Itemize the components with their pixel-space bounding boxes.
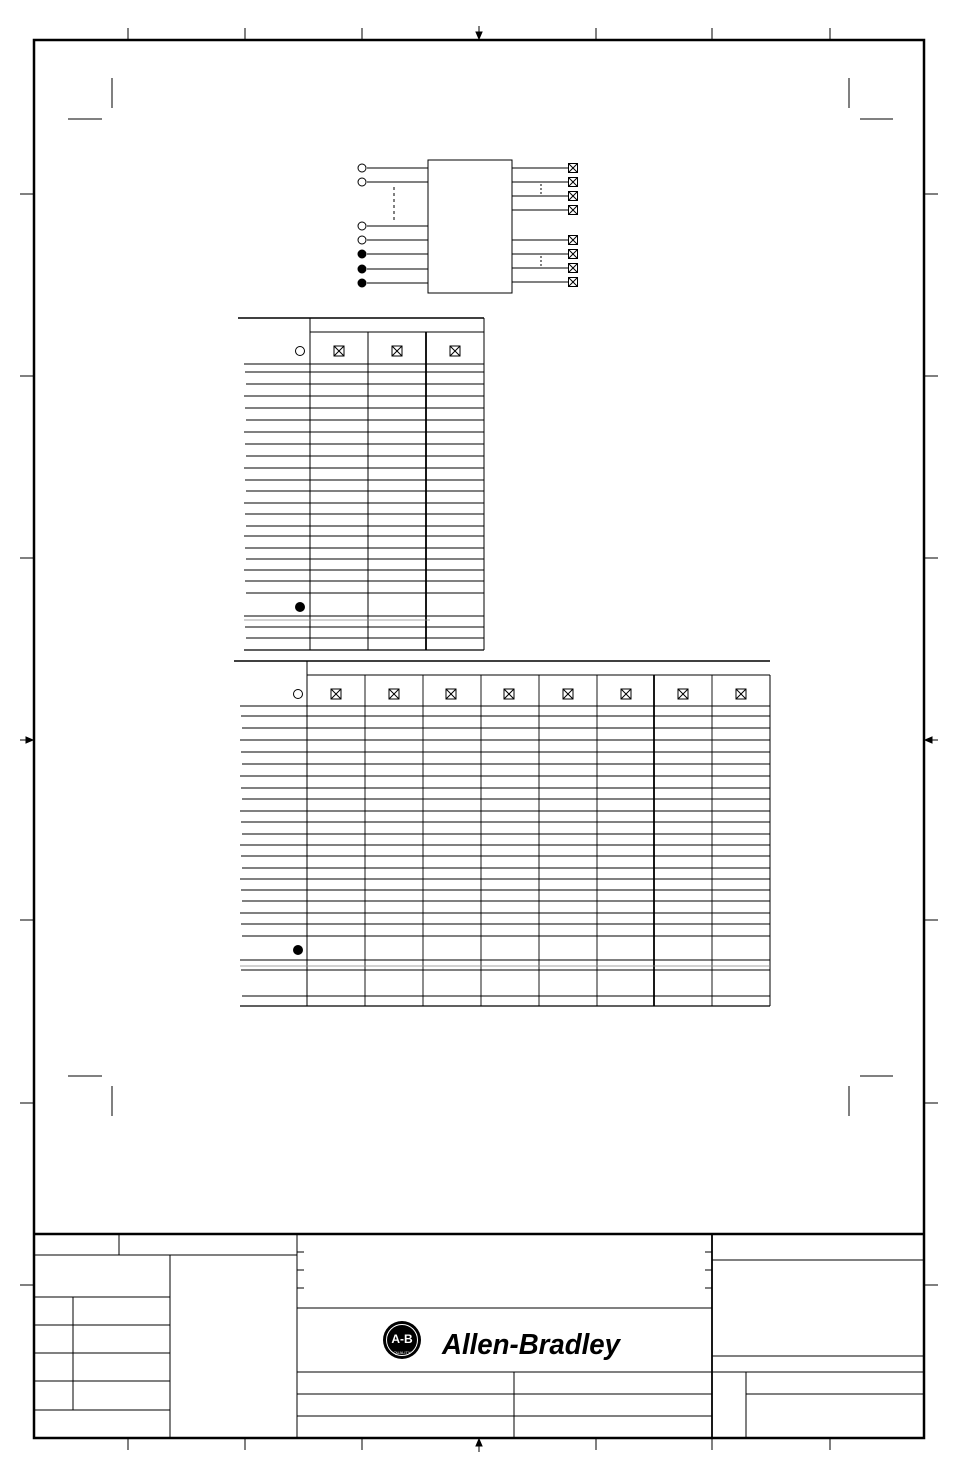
table-top-rows — [244, 364, 484, 650]
centering-arrows — [20, 26, 938, 1452]
input-terminal-filled — [358, 279, 366, 287]
filled-terminal-icon — [294, 946, 303, 955]
allen-bradley-logo — [383, 1321, 622, 1361]
output-terminal-icon — [389, 689, 399, 699]
module-body — [428, 160, 512, 293]
open-terminal-icon — [294, 690, 303, 699]
output-terminal-icon — [569, 236, 578, 245]
output-terminal-icon — [446, 689, 456, 699]
input-terminal-open — [358, 236, 366, 244]
output-terminal-icon — [331, 689, 341, 699]
table-bottom-rows — [240, 706, 770, 1006]
table-bottom — [234, 661, 770, 1006]
input-terminal-filled — [358, 265, 366, 273]
input-terminal-open — [358, 222, 366, 230]
output-terminal-icon — [450, 346, 460, 356]
output-terminal-icon — [569, 178, 578, 187]
output-terminal-icon — [678, 689, 688, 699]
output-terminal-icon — [334, 346, 344, 356]
output-terminal-icon — [569, 192, 578, 201]
table-top — [238, 318, 484, 650]
output-terminal-icon — [392, 346, 402, 356]
zone-ticks — [20, 28, 938, 1450]
filled-terminal-icon — [296, 603, 305, 612]
table-bottom-headers — [331, 689, 746, 699]
output-terminal-icon — [569, 250, 578, 259]
open-terminal-icon — [296, 347, 305, 356]
output-terminal-icon — [621, 689, 631, 699]
output-terminal-icon — [569, 206, 578, 215]
input-terminal-open — [358, 164, 366, 172]
input-terminal-filled — [358, 250, 366, 258]
output-terminals — [569, 164, 578, 287]
logo-badge-subtext: QUALITY — [393, 1350, 411, 1355]
sheet-border — [34, 40, 924, 1438]
logo-badge-text: A-B — [391, 1332, 413, 1346]
table-bottom-columns — [365, 675, 712, 1006]
company-name: Allen-Bradley — [441, 1329, 622, 1361]
output-terminal-icon — [569, 264, 578, 273]
input-terminal-open — [358, 178, 366, 186]
output-terminal-icon — [563, 689, 573, 699]
output-terminal-icon — [569, 278, 578, 287]
output-terminal-icon — [504, 689, 514, 699]
table-top-headers — [334, 346, 460, 356]
module-schematic — [358, 160, 568, 293]
output-terminal-icon — [569, 164, 578, 173]
output-terminal-icon — [736, 689, 746, 699]
